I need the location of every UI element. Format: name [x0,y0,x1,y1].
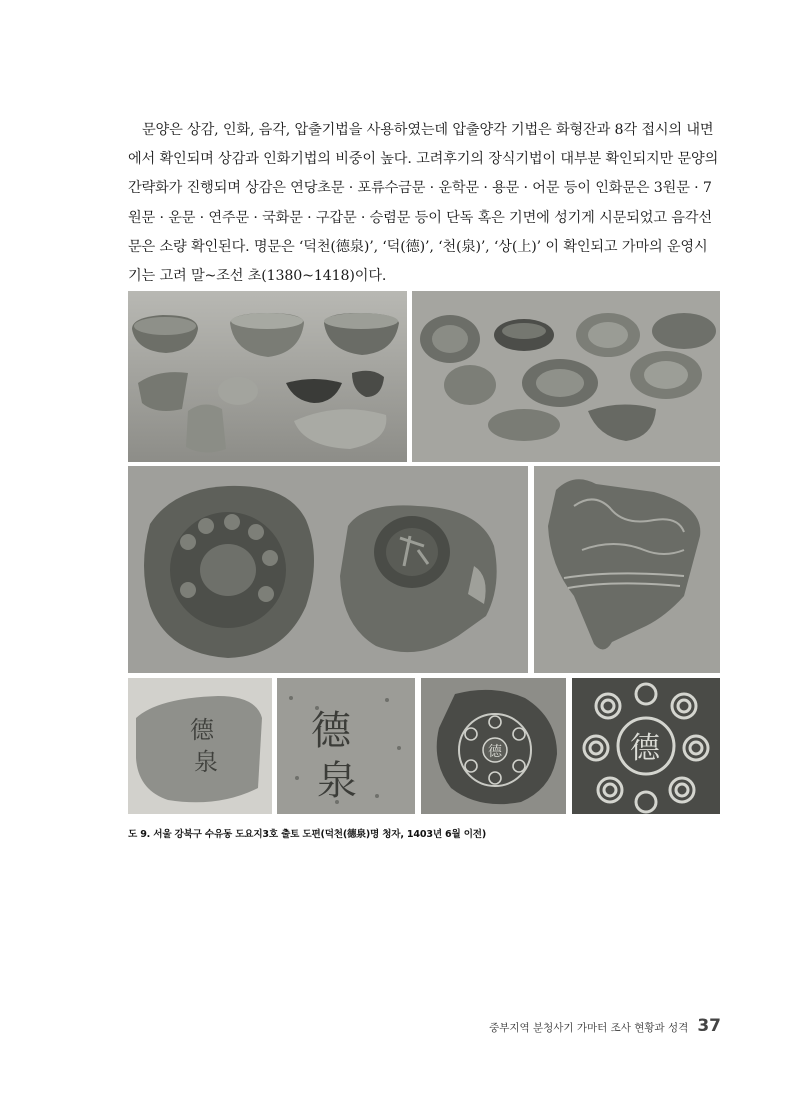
photo-stamp-closeup-a [128,678,272,814]
body-line: 문양은 상감, 인화, 음각, 압출기법을 사용하였는데 압출양각 기법은 화형잔과 8각 접시의 내면 [142,122,714,138]
stamp-char-cheon: 泉 [194,748,218,776]
page-footer [489,1016,721,1036]
inlaid-char-deok: 德 [630,731,660,766]
photo-dish-fragments [128,466,528,673]
stamp-char-deok: 德 [190,716,214,744]
photo-bowls-group [128,291,407,462]
running-title: 중부지역 분청사기 가마터 조사 현황과 성격 [489,1022,689,1034]
body-line: 간략화가 진행되며 상감은 연당초문 · 포류수금문 · 운학문 · 용문 · 어문 등이 인화문은 3원문 · 7 [128,180,712,197]
stamp-char-cheon: 泉 [317,758,357,804]
photo-dragon-shard [534,466,720,673]
figure-caption: 도 9. 서울 강북구 수유동 도요지3호 출토 도편(덕천(德泉)명 청자, 1403년 6월 이전) [128,829,487,840]
photo-stamp-closeup-b [277,678,415,814]
photo-inlaid-closeup [572,678,720,814]
inlaid-char-deok: 德 [488,744,502,760]
stamp-char-deok: 德 [311,708,351,754]
body-line: 문은 소량 확인된다. 명문은 ‘덕천(德泉)’, ‘덕(德)’, ‘천(泉)’, ‘상(上)’ 이 확인되고 가마의 운영시 [128,238,708,255]
body-line: 기는 고려 말~조선 초(1380~1418)이다. [128,268,387,285]
body-paragraph [128,116,724,291]
photo-dishes-group [412,291,720,462]
body-line: 에서 확인되며 상감과 인화기법의 비중이 높다. 고려후기의 장식기법이 대부분 확인되지만 문양의 [128,151,719,168]
page-number: 37 [697,1016,721,1036]
body-line: 원문 · 운문 · 연주문 · 국화문 · 구갑문 · 승렴문 등이 단독 혹은 기면에 성기게 시문되었고 음각선 [128,209,712,226]
photo-inlaid-dish [421,678,566,814]
